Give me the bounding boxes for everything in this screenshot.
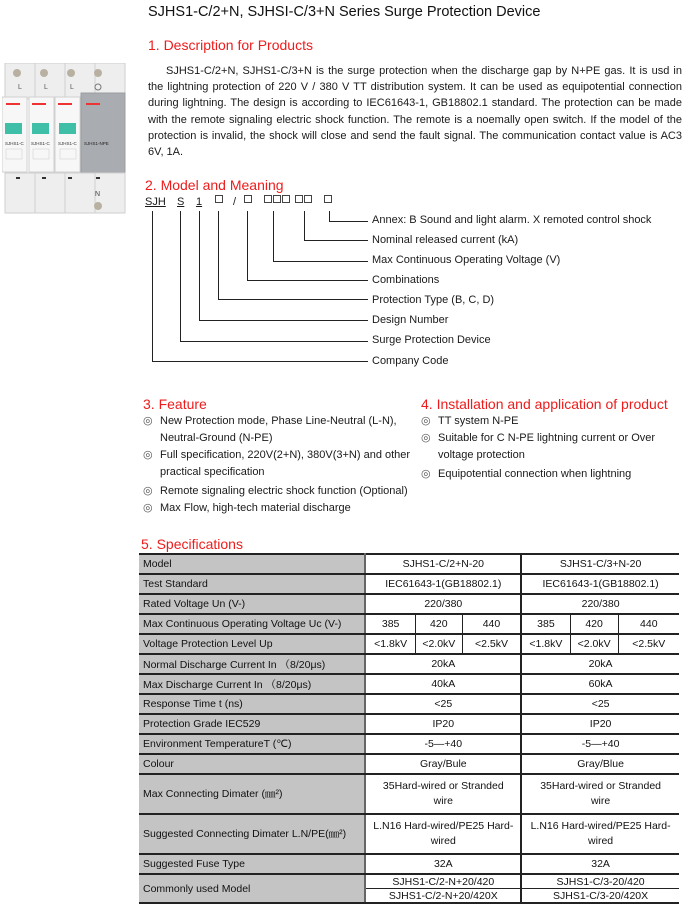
table-row (139, 694, 679, 714)
row-label: Response Time t (ns) (139, 694, 365, 714)
code-part-current (295, 195, 313, 207)
feature-item: ◎ Remote signaling electric shock function (Optional) (143, 483, 418, 500)
installation-item: ◎ Suitable for C N-PE lightning current or Over voltage protection (421, 432, 656, 461)
double-circle-bullet-icon: ◎ (143, 502, 153, 514)
code-part-spd: S (177, 196, 185, 208)
double-circle-bullet-icon: ◎ (421, 415, 431, 427)
annotation-nominal-current: Nominal released current (kA) (372, 234, 519, 246)
feature-item: ◎ New Protection mode, Phase Line-Neutral (L-N), Neutral-Ground (N-PE) (143, 415, 397, 444)
section-heading-installation: 4. Installation and application of product (421, 396, 668, 412)
table-row (139, 754, 679, 774)
svg-text:SJHS1-NPE: SJHS1-NPE (84, 141, 109, 146)
product-image (2, 63, 126, 215)
svg-text:SJHS1-C: SJHS1-C (5, 141, 24, 146)
double-circle-bullet-icon: ◎ (421, 468, 431, 480)
page-title: SJHS1-C/2+N, SJHSI-C/3+N Series Surge Protection Device (148, 4, 541, 20)
row-label: Commonly used Model (139, 874, 365, 903)
cell-value: Gray/Bule (365, 754, 521, 774)
cell-value: IEC61643-1(GB18802.1) (521, 574, 679, 594)
cell-value: Gray/Blue (521, 754, 679, 774)
table-row (139, 554, 679, 574)
annotation-combinations: Combinations (372, 274, 440, 286)
cell-value: -5—+40 (521, 734, 679, 754)
annotation-annex: Annex: B Sound and light alarm. X remoted control shock (372, 214, 652, 226)
model-code (145, 196, 345, 210)
section-heading-model: 2. Model and Meaning (145, 177, 284, 193)
cell-value: L.N16 Hard-wired/PE25 Hard-wired (365, 814, 521, 854)
row-label: Max Connecting Dimater (㎜²) (139, 774, 365, 814)
cell-value: <2.0kV (570, 634, 618, 654)
specifications-table (139, 553, 679, 904)
cell-value: SJHS1-C/2-N+20/420X (365, 889, 521, 904)
cell-value: SJHS1-C/3-20/420X (521, 889, 679, 904)
table-row (139, 774, 679, 814)
row-label: Colour (139, 754, 365, 774)
row-label: Test Standard (139, 574, 365, 594)
section-heading-description: 1. Description for Products (148, 37, 313, 53)
table-row (139, 634, 679, 654)
row-label: Suggested Connecting Dimater L.N/PE(㎜²) (139, 814, 365, 854)
double-circle-bullet-icon: ◎ (143, 415, 153, 427)
cell-value: 220/380 (521, 594, 679, 614)
table-row (139, 734, 679, 754)
code-part-company: SJH (145, 196, 166, 208)
table-row (139, 874, 679, 889)
svg-text:SJHS1-C: SJHS1-C (31, 141, 50, 146)
code-part-voltage (264, 195, 291, 207)
row-label: Protection Grade IEC529 (139, 714, 365, 734)
annotation-max-voltage: Max Continuous Operating Voltage (V) (372, 254, 561, 266)
code-part-design: 1 (196, 196, 203, 208)
installation-item: ◎ Equipotential connection when lightning (421, 466, 691, 483)
cell-value: 420 (415, 614, 462, 634)
table-row (139, 654, 679, 674)
cell-value: L.N16 Hard-wired/PE25 Hard-wired (521, 814, 679, 854)
cell-value: 35Hard-wired or Stranded wire (521, 774, 679, 814)
row-label: Rated Voltage Un (V-) (139, 594, 365, 614)
cell-value: 420 (570, 614, 618, 634)
cell-value: 440 (462, 614, 521, 634)
cell-value: SJHS1-C/3-20/420 (521, 874, 679, 889)
code-part-type (215, 195, 224, 207)
cell-value: 20kA (365, 654, 521, 674)
description-paragraph (148, 63, 682, 160)
cell-value: 32A (521, 854, 679, 874)
section-heading-feature: 3. Feature (143, 396, 207, 412)
row-label: Max Continuous Operating Voltage Uc (V-) (139, 614, 365, 634)
cell-value: 220/380 (365, 594, 521, 614)
feature-item: ◎ Max Flow, high-tech material discharge (143, 500, 418, 517)
cell-value: <25 (521, 694, 679, 714)
annotation-design-number: Design Number (372, 314, 449, 326)
row-label: Environment TemperatureT (℃) (139, 734, 365, 754)
table-row (139, 574, 679, 594)
surge-protector-illustration (2, 63, 126, 215)
description-text: SJHS1-C/2+N, SJHS1-C/3+N is the surge protection when the discharge gap by N+PE gas. It is usd in the lightning protection of 220 V / 380 V TT distribution system. It can be used as equipotential connection during lightning. The design is according to IEC61643-1, GB18802.1 standard. The protection can be made with the remote signaling electric shock function. The remote is a noemally open switch. If the model of the protection is invalid, the shock will close and send the fault signal. The communication contact value is AC3 6V, 1A. (148, 65, 682, 159)
cell-value: <2.5kV (618, 634, 679, 654)
cell-value: IEC61643-1(GB18802.1) (365, 574, 521, 594)
svg-text:L: L (70, 84, 74, 91)
cell-value: 35Hard-wired or Stranded wire (365, 774, 521, 814)
cell-value: <25 (365, 694, 521, 714)
cell-value: 440 (618, 614, 679, 634)
cell-value: -5—+40 (365, 734, 521, 754)
cell-model-a: SJHS1-C/2+N-20 (365, 554, 521, 574)
table-row (139, 674, 679, 694)
cell-value: 20kA (521, 654, 679, 674)
installation-item: ◎ TT system N-PE (421, 413, 691, 430)
row-label: Max Discharge Current In （8/20μs) (139, 674, 365, 694)
cell-value: <2.0kV (415, 634, 462, 654)
feature-item: ◎ Full specification, 220V(2+N), 380V(3+N) and other practical specification (143, 449, 411, 478)
cell-model-b: SJHS1-C/3+N-20 (521, 554, 679, 574)
cell-value: 60kA (521, 674, 679, 694)
installation-list (421, 413, 691, 483)
table-row (139, 714, 679, 734)
table-row (139, 614, 679, 634)
row-label: Normal Discharge Current In （8/20μs) (139, 654, 365, 674)
cell-value: <1.8kV (365, 634, 415, 654)
annotation-protection-type: Protection Type (B, C, D) (372, 294, 495, 306)
double-circle-bullet-icon: ◎ (143, 449, 153, 461)
code-part-annex (324, 195, 333, 207)
cell-value: IP20 (521, 714, 679, 734)
double-circle-bullet-icon: ◎ (143, 485, 153, 497)
svg-text:L: L (18, 84, 22, 91)
svg-text:L: L (44, 84, 48, 91)
cell-value: 385 (365, 614, 415, 634)
cell-value: IP20 (365, 714, 521, 734)
table-row (139, 854, 679, 874)
svg-text:SJHS1-C: SJHS1-C (58, 141, 77, 146)
cell-value: 32A (365, 854, 521, 874)
svg-text:N: N (95, 191, 101, 198)
code-slash: / (233, 196, 237, 208)
cell-value: SJHS1-C/2-N+20/420 (365, 874, 521, 889)
cell-value: 40kA (365, 674, 521, 694)
cell-value: <1.8kV (521, 634, 570, 654)
code-part-combination (244, 195, 253, 207)
row-label: Suggested Fuse Type (139, 854, 365, 874)
cell-value: 385 (521, 614, 570, 634)
row-label: Voltage Protection Level Up (139, 634, 365, 654)
cell-value: <2.5kV (462, 634, 521, 654)
section-heading-specifications: 5. Specifications (141, 536, 243, 552)
row-label: Model (139, 554, 365, 574)
annotation-spd: Surge Protection Device (372, 334, 491, 346)
table-row (139, 814, 679, 854)
annotation-company-code: Company Code (372, 355, 449, 367)
feature-list (143, 413, 418, 517)
double-circle-bullet-icon: ◎ (421, 432, 431, 444)
table-row (139, 594, 679, 614)
